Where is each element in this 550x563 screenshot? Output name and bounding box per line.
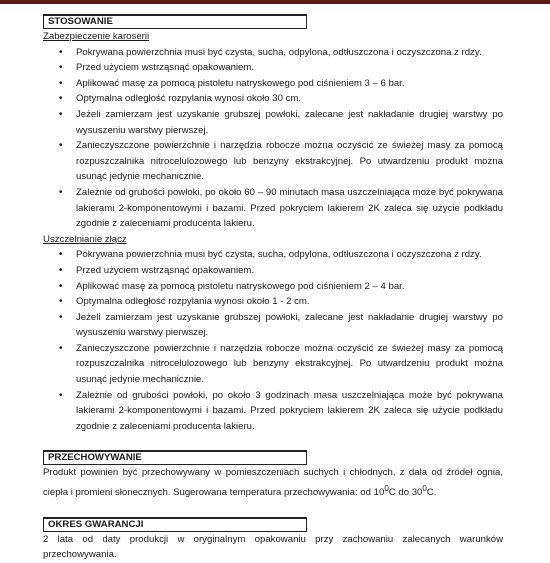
storage-text-before: Produkt powinien być przechowywany w pomieszczeniach suchych i chłodnych, z dala od źródeł ognia, ciepła i promieni słonecznych. Sugerowana temperatura przechowywania: od 10 xyxy=(43,467,503,499)
list-item: • Zależnie od grubości powłoki, po około 3 godzinach masa uszczelniająca może być pokrywana lakierami 2-komponentowymi i bazami. Przed pokryciem lakierem 2K zaleca się użycie podkładu zgodnie z zaleceniami producenta lakieru. xyxy=(43,388,503,435)
list-item: • Przed użyciem wstrząsnąć opakowaniem. xyxy=(43,263,503,279)
list-item: • Aplikować masę za pomocą pistoletu natryskowego pod ciśnieniem 3 – 6 bar. xyxy=(43,76,503,92)
top-rule xyxy=(0,0,550,4)
list-item: • Przed użyciem wstrząsnąć opakowaniem. xyxy=(43,60,503,76)
warranty-heading: OKRES GWARANCJI xyxy=(43,517,307,532)
list-item: • Jeżeli zamierzam jest uzyskanie grubszej powłoki, zalecane jest nakładanie drugiej warstwy po wysuszeniu warstwy pierwszej. xyxy=(43,107,503,138)
storage-text-after: C. xyxy=(426,487,437,499)
list-item: • Pokrywana powierzchnia musi być czysta, sucha, odpylona, odtłuszczona i oczyszczona z rdzy. xyxy=(43,45,503,61)
list-item: • Jeżeli zamierzam jest uzyskanie grubszej powłoki, zalecane jest nakładanie drugiej warstwy po wysuszeniu warstwy pierwszej. xyxy=(43,310,503,341)
list-item: • Pokrywana powierzchnia musi być czysta, sucha, odpylona, odtłuszczona i oczyszczona z rdzy. xyxy=(43,247,503,263)
list-item: • Aplikować masę za pomocą pistoletu natryskowego pod ciśnieniem 2 – 4 bar. xyxy=(43,279,503,295)
joint-sealing-subheading: Uszczelnianie złącz xyxy=(43,233,127,245)
list-item: • Optymalna odległość rozpylania wynosi około 30 cm. xyxy=(43,91,503,107)
storage-heading: PRZECHOWYWANIE xyxy=(43,450,307,465)
document-page xyxy=(43,8,503,563)
usage-heading: STOSOWANIE xyxy=(43,14,307,29)
list-item: • Zanieczyszczone powierzchnie i narzędzia robocze można oczyścić ze świeżej masy za pomocą rozpuszczalnika nitrocelulozowego lub benzyny ekstrakcyjnej. Po utwardzeniu produkt można usunąć jedynie mechanicznie. xyxy=(43,341,503,388)
list-item: • Zanieczyszczone powierzchnie i narzędzia robocze można oczyścić ze świeżej masy za pomocą rozpuszczalnika nitrocelulozowego lub benzyny ekstrakcyjnej. Po utwardzeniu produkt można usunąć jedynie mechanicznie. xyxy=(43,138,503,185)
joint-sealing-list xyxy=(43,247,503,434)
list-item: • Optymalna odległość rozpylania wynosi około 1 - 2 cm. xyxy=(43,294,503,310)
body-protection-subheading: Zabezpieczenie karoserii xyxy=(43,31,150,42)
degree-sup: 0 xyxy=(422,484,427,494)
list-item: • Zależnie od grubości powłoki, po około 60 – 90 minutach masa uszczelniająca może być pokrywana lakierami 2-komponentowymi i bazami. Przed pokryciem lakierem 2K zaleca się użycie podkładu zgodnie z zaleceniami producenta lakieru. xyxy=(43,185,503,232)
warranty-text: 2 lata od daty produkcji w oryginalnym opakowaniu przy zachowaniu zalecanych warunków przechowywania. xyxy=(43,533,503,561)
storage-text xyxy=(43,465,503,500)
degree-sup: 0 xyxy=(384,484,389,494)
body-protection-list xyxy=(43,45,503,232)
storage-text-middle: C do 30 xyxy=(388,487,423,499)
